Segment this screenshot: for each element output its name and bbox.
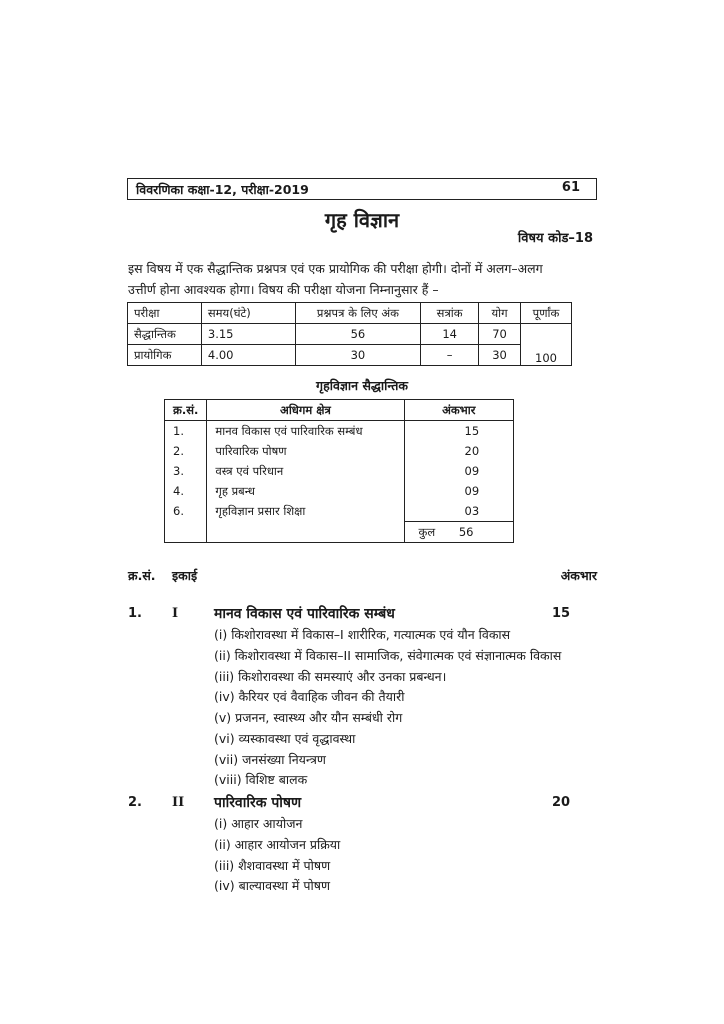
- table-cell: सैद्धान्तिक: [128, 324, 202, 345]
- list-item: (ii) किशोरावस्था में विकास–II सामाजिक, संवेगात्मक एवं संज्ञानात्मक विकास: [214, 648, 562, 663]
- table-header-row: [128, 303, 572, 324]
- column-heading-marks: अंकभार: [560, 568, 597, 583]
- table-cell: 14: [421, 324, 479, 345]
- table-cell: 15: [404, 421, 513, 442]
- list-item: (i) किशोरावस्था में विकास–I शारीरिक, गत्यात्मक एवं यौन विकास: [214, 627, 511, 642]
- header-cell: योग: [479, 303, 521, 324]
- list-item: (iv) बाल्यावस्था में पोषण: [214, 878, 330, 893]
- list-item: (vi) व्यस्कावस्था एवं वृद्धावस्था: [214, 731, 356, 746]
- table-cell: 4.: [165, 481, 207, 501]
- table-cell: 6.: [165, 501, 207, 522]
- theory-weightage-table: [164, 399, 514, 543]
- list-item: (ii) आहार आयोजन प्रक्रिया: [214, 837, 341, 852]
- table-cell: 4.00: [201, 345, 295, 366]
- list-item: (vii) जनसंख्या नियन्त्रण: [214, 752, 326, 767]
- total-marks-cell: 100: [521, 345, 572, 366]
- table-cell: 09: [404, 481, 513, 501]
- table-cell: 1.: [165, 421, 207, 442]
- unit-marks: 20: [552, 795, 571, 810]
- total-value: 56: [458, 524, 474, 539]
- column-heading-sno: क्र.सं.: [128, 568, 156, 583]
- unit-title: मानव विकास एवं पारिवारिक सम्बंध: [214, 606, 395, 622]
- table-cell: पारिवारिक पोषण: [207, 441, 404, 461]
- list-item: (iv) कैरियर एवं वैवाहिक जीवन की तैयारी: [214, 689, 405, 704]
- column-heading-unit: इकाई: [172, 568, 198, 583]
- unit-roman: I: [172, 606, 179, 621]
- table-cell: प्रायोगिक: [128, 345, 202, 366]
- header-cell: पूर्णांक: [521, 303, 572, 324]
- table-row: [128, 324, 572, 345]
- table-cell: 3.15: [201, 324, 295, 345]
- header-cell: क्र.सं.: [165, 400, 207, 421]
- table-cell: 20: [404, 441, 513, 461]
- table-cell: 03: [404, 501, 513, 522]
- table-cell: गृहविज्ञान प्रसार शिक्षा: [207, 501, 404, 522]
- table-cell: 3.: [165, 461, 207, 481]
- list-item: (i) आहार आयोजन: [214, 816, 303, 831]
- intro-line: उत्तीर्ण होना आवश्यक होगा। विषय की परीक्षा योजना निम्नानुसार हैं –: [128, 282, 439, 297]
- intro-paragraph: [128, 258, 598, 300]
- list-item: (viii) विशिष्ट बालक: [214, 772, 308, 787]
- exam-scheme-table: [127, 302, 572, 366]
- unit-roman: II: [172, 795, 185, 810]
- unit-title: पारिवारिक पोषण: [214, 795, 302, 811]
- table-cell: 2.: [165, 441, 207, 461]
- table-cell: मानव विकास एवं पारिवारिक सम्बंध: [207, 421, 404, 442]
- table-cell: 30: [295, 345, 421, 366]
- table-cell: 56: [295, 324, 421, 345]
- table-cell: –: [421, 345, 479, 366]
- table-row: [165, 441, 514, 461]
- table-row: [165, 481, 514, 501]
- table-cell: गृह प्रबन्ध: [207, 481, 404, 501]
- table-cell: [521, 324, 572, 345]
- subject-code: विषय कोड–18: [517, 231, 593, 246]
- page-header: [127, 178, 597, 200]
- table-header-row: [165, 400, 514, 421]
- table-cell: [165, 522, 207, 543]
- header-cell: अधिगम क्षेत्र: [207, 400, 404, 421]
- table-cell: [207, 522, 404, 543]
- table-cell: वस्त्र एवं परिधान: [207, 461, 404, 481]
- unit-marks: 15: [552, 606, 571, 621]
- table-cell: 09: [404, 461, 513, 481]
- list-item: (iii) शैशवावस्था में पोषण: [214, 858, 331, 873]
- unit-number: 2.: [128, 795, 142, 810]
- table-cell: 30: [479, 345, 521, 366]
- intro-line: इस विषय में एक सैद्धान्तिक प्रश्नपत्र एवं एक प्रायोगिक की परीक्षा होगी। दोनों में अलग–अलग: [128, 261, 543, 276]
- total-cell: [404, 522, 513, 543]
- total-row: [165, 522, 514, 543]
- header-title: विवरणिका कक्षा-12, परीक्षा-2019: [136, 182, 309, 197]
- table-row: [165, 421, 514, 442]
- header-cell: परीक्षा: [128, 303, 202, 324]
- table-cell: 70: [479, 324, 521, 345]
- header-cell: सत्रांक: [421, 303, 479, 324]
- header-cell: प्रश्नपत्र के लिए अंक: [295, 303, 421, 324]
- header-cell: अंकभार: [404, 400, 513, 421]
- section-subtitle: गृहविज्ञान सैद्धान्तिक: [316, 378, 408, 393]
- total-label: कुल: [418, 524, 436, 539]
- table-row: [128, 345, 572, 366]
- unit-number: 1.: [128, 606, 142, 621]
- header-cell: समय(घंटे): [201, 303, 295, 324]
- page-number: 61: [561, 180, 580, 195]
- table-row: [165, 461, 514, 481]
- table-row: [165, 501, 514, 522]
- page-title: गृह विज्ञान: [324, 208, 400, 232]
- list-item: (v) प्रजनन, स्वास्थ्य और यौन सम्बंधी रोग: [214, 710, 403, 725]
- list-item: (iii) किशोरावस्था की समस्याएं और उनका प्रबन्धन।: [214, 669, 447, 684]
